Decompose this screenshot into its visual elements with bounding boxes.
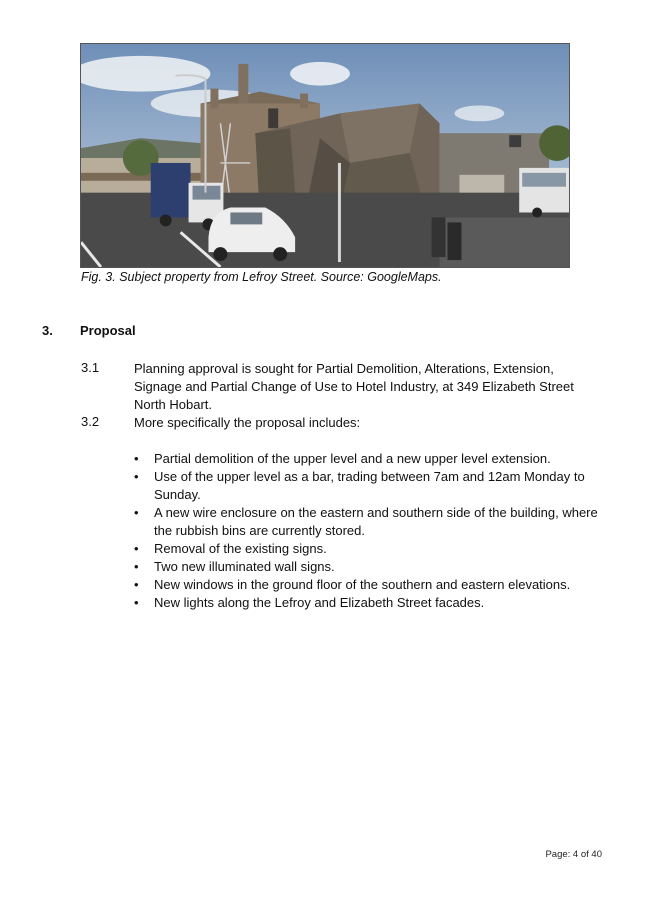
paragraph-number-3-2: 3.2 (81, 414, 100, 429)
bullet-icon: • (134, 469, 139, 484)
figure-photo (80, 43, 570, 268)
list-item (134, 468, 604, 504)
list-item-text: A new wire enclosure on the eastern and southern side of the building, where the rubbish bins are currently stored. (154, 505, 598, 538)
list-item (134, 504, 604, 540)
page-number: Page: 4 of 40 (545, 849, 602, 860)
section-title: Proposal (80, 323, 136, 338)
list-item-text: Two new illuminated wall signs. (154, 559, 335, 574)
list-item-text: New windows in the ground floor of the southern and eastern elevations. (154, 577, 571, 592)
figure-caption: Fig. 3. Subject property from Lefroy Street. Source: GoogleMaps. (81, 270, 442, 284)
list-item (134, 540, 604, 558)
list-item-text: Use of the upper level as a bar, trading between 7am and 12am Monday to Sunday. (154, 469, 585, 502)
list-item (134, 450, 604, 468)
list-item (134, 594, 604, 612)
street-view-image (81, 44, 569, 267)
bullet-icon: • (134, 595, 139, 610)
paragraph-number-3-1: 3.1 (81, 360, 100, 375)
bullet-icon: • (134, 559, 139, 574)
proposal-bullet-list (134, 450, 604, 612)
list-item (134, 558, 604, 576)
list-item (134, 576, 604, 594)
paragraph-text-3-2: More specifically the proposal includes: (134, 415, 361, 430)
section-number: 3. (42, 323, 53, 338)
bullet-icon: • (134, 577, 139, 592)
list-item-text: Removal of the existing signs. (154, 541, 327, 556)
bullet-icon: • (134, 451, 139, 466)
bullet-icon: • (134, 541, 139, 556)
bullet-icon: • (134, 505, 139, 520)
paragraph-text-3-1: Planning approval is sought for Partial Demolition, Alterations, Extension, Signage and Partial Change of Use to Hotel Industry, at 349 Elizabeth Street North Hobart. (134, 361, 574, 412)
list-item-text: New lights along the Lefroy and Elizabeth Street facades. (154, 595, 485, 610)
list-item-text: Partial demolition of the upper level and a new upper level extension. (154, 451, 551, 466)
